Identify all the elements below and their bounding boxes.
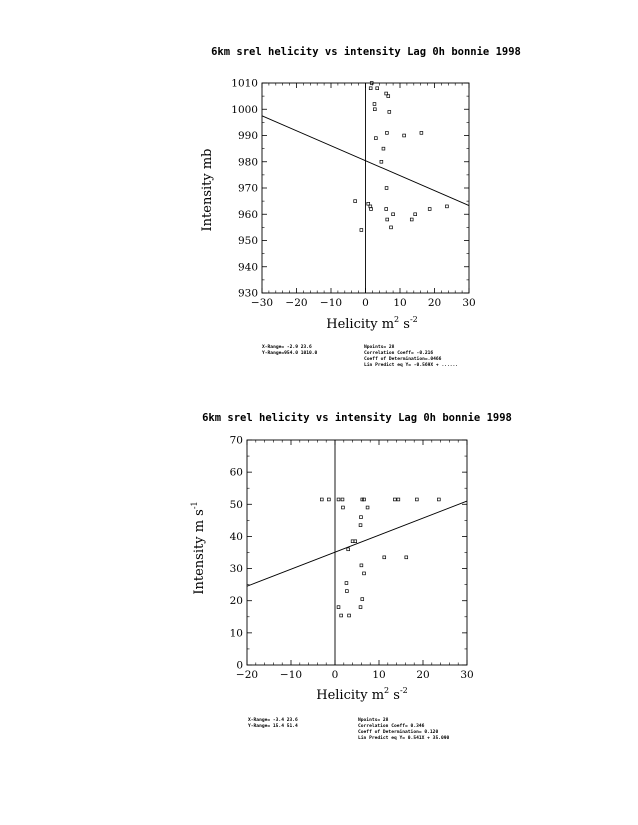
chart-1-stat-x-range: X-Range= -2.9 23.6 [262,345,312,350]
chart-2-data-point [361,498,364,501]
chart-1-stat-y-range: Y-Range=954.0 1010.0 [262,351,318,356]
chart-1-x-tick-label: 30 [462,297,476,309]
chart-1-x-tick-label: −30 [250,297,274,309]
chart-2-data-point [337,498,340,501]
chart-1-title: 6km srel helicity vs intensity Lag 0h bonnie 1998 [211,46,521,58]
chart-2-data-point [361,598,364,601]
chart-2-data-point [363,498,366,501]
chart-1-y-tick-label: 950 [237,235,258,247]
chart-1-data-point [392,213,395,216]
chart-2-data-point [360,516,363,519]
chart-1-data-point [382,147,385,150]
chart-2-data-point [366,506,369,509]
chart-2-points [320,498,440,617]
chart-2-data-point [345,582,348,585]
chart-1-y-axis-label: Intensity mb [200,148,215,232]
chart-2-data-point [341,498,344,501]
chart-2-data-point [363,572,366,575]
chart-2-data-point [342,506,345,509]
chart-2-x-tick-label: 10 [372,669,386,681]
chart-2-fit-line [247,501,467,586]
chart-1-data-point [354,200,357,203]
chart-1-data-point [414,213,417,216]
chart-1-data-point [376,87,379,90]
chart-2-data-point [345,590,348,593]
chart-2-x-tick-label: −10 [279,669,303,681]
chart-1-x-tick-label: 0 [362,297,369,309]
chart-2-x-tick-label: 20 [416,669,430,681]
chart-2-data-point [348,614,351,617]
chart-1-data-point [380,160,383,163]
chart-2-x-tick-label: 0 [331,669,339,681]
chart-2-y-tick-label: 0 [236,659,243,672]
chart-2-x-tick-label: 30 [460,669,474,681]
chart-1-data-point [385,131,388,134]
chart-1-stat-lin-predict: Lin Predict eq Y= -0.569X + ...... [364,363,459,368]
chart-2-y-tick-label: 70 [229,434,243,447]
chart-1-y-tick-label: 930 [237,287,258,300]
chart-2-helicity-vs-wind [190,412,512,741]
chart-2-data-point [359,524,362,527]
chart-2-data-point [397,498,400,501]
chart-1-stat-determination: Coeff of Determination=.0466 [364,357,442,362]
chart-1-data-point [373,108,376,111]
chart-1-helicity-vs-pressure [200,46,521,368]
chart-1-y-tick-label: 1000 [231,103,258,116]
chart-1-x-tick-label: −10 [319,297,343,309]
chart-1-data-point [385,208,388,211]
chart-2-stat-correlation: Correlation Coeff= 0.346 [358,724,425,729]
chart-1-y-tick-label: 970 [237,182,258,195]
chart-2-y-tick-label: 10 [229,627,243,640]
chart-1-data-point [374,137,377,140]
chart-1-y-tick-label: 990 [237,130,258,142]
chart-1-y-tick-label: 960 [237,208,258,221]
chart-1-data-point [373,103,376,106]
chart-1-x-tick-label: 10 [393,297,407,309]
chart-2-data-point [337,606,340,609]
chart-1-data-point [410,218,413,221]
chart-1-data-point [446,205,449,208]
chart-2-stat-determination: Coeff of Determination= 0.120 [358,730,439,735]
chart-1-data-point [390,226,393,229]
chart-2-y-axis-label: Intensity m $s^{-1}$ [190,501,207,595]
chart-1-y-tick-label: 1010 [231,77,258,90]
chart-2-ticks [230,435,474,682]
chart-2-regression-line [247,501,467,586]
chart-1-y-tick-label: 940 [237,261,258,274]
chart-1-data-point [385,187,388,190]
chart-2-data-point [383,556,386,559]
chart-1-points [354,82,449,232]
chart-2-data-point [340,614,343,617]
chart-2-y-tick-label: 30 [229,563,243,576]
chart-2-data-point [359,606,362,609]
chart-1-y-tick-label: 980 [237,156,258,169]
chart-1-data-point [420,131,423,134]
chart-1-axes [262,83,469,293]
chart-2-data-point [437,498,440,501]
chart-2-y-tick-label: 50 [229,498,243,511]
chart-2-stat-y-range: Y-Range= 15.4 51.4 [248,724,298,729]
chart-1-data-point [403,134,406,137]
chart-2-data-point [405,556,408,559]
chart-2-axes [247,440,467,665]
chart-1-x-axis-label: Helicity $m^2$ $s^{-2}$ [326,315,418,332]
chart-2-data-point [415,498,418,501]
chart-2-title: 6km srel helicity vs intensity Lag 0h bonnie 1998 [202,412,512,424]
chart-2-y-tick-label: 60 [229,466,243,479]
chart-1-stat-npoints: Npoints= 28 [364,345,395,350]
chart-2-data-point [320,498,323,501]
chart-1-data-point [360,229,363,232]
chart-2-x-tick-label: −20 [235,669,259,681]
chart-2-y-tick-label: 20 [229,595,243,608]
chart-1-stat-correlation: Correlation Coeff= -0.216 [364,351,434,356]
chart-2-stats [248,717,450,741]
chart-2-data-point [347,548,350,551]
chart-1-ticks [231,78,475,310]
chart-1-x-tick-label: 20 [427,297,442,309]
chart-2-data-point [393,498,396,501]
chart-2-stat-x-range: X-Range= -3.4 23.6 [248,718,298,723]
chart-1-data-point [388,110,391,113]
chart-2-x-axis-label: Helicity $m^2$ $s^{-2}$ [316,686,408,703]
chart-1-data-point [386,218,389,221]
chart-2-y-tick-label: 40 [229,530,243,543]
chart-1-x-tick-label: −20 [285,297,308,309]
chart-1-data-point [369,87,372,90]
chart-1-stats [262,344,458,368]
chart-2-data-point [327,498,330,501]
chart-1-data-point [428,208,431,211]
chart-2-stat-npoints: Npoints= 28 [358,718,389,723]
chart-2-plot-frame [247,440,467,665]
chart-2-data-point [360,564,363,567]
chart-2-stat-lin-predict: Lin Predict eq Y= 0.541X + 35.090 [358,736,450,741]
